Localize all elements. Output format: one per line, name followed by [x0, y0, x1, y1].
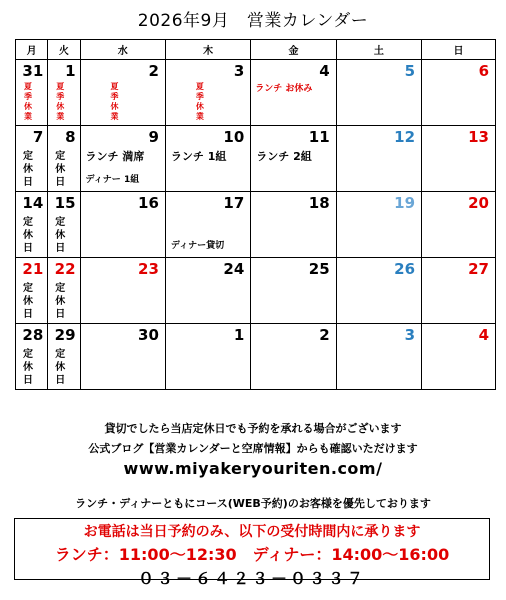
summer-holiday-label: 夏季休業: [195, 82, 204, 121]
calendar-day-cell: [422, 324, 496, 390]
day-number: 26: [394, 260, 416, 278]
day-number: 3: [233, 62, 245, 80]
calendar-day-cell: [165, 324, 250, 390]
calendar-week-row: [16, 192, 496, 258]
calendar-day-cell: [48, 192, 80, 258]
calendar-day-cell: [16, 258, 48, 324]
day-number: 5: [404, 62, 416, 80]
calendar-day-cell: [48, 60, 80, 126]
day-number: 21: [22, 260, 44, 278]
reservation-note: ランチ 1組: [170, 150, 227, 163]
day-number: 27: [468, 260, 489, 278]
day-number: 24: [223, 260, 245, 278]
weekday-header: 木: [165, 40, 250, 60]
day-number: 17: [223, 194, 245, 212]
calendar-day-cell: [80, 258, 165, 324]
calendar-day-cell: [336, 324, 421, 390]
calendar-day-cell: [16, 324, 48, 390]
summer-holiday-label: 夏季休業: [110, 82, 119, 121]
calendar-day-cell: [16, 126, 48, 192]
closed-day-label: 定休日: [23, 349, 33, 386]
day-number: 7: [32, 128, 44, 146]
calendar-day-cell: [165, 258, 250, 324]
closed-day-label: 定休日: [55, 283, 66, 320]
calendar-week-row: [16, 258, 496, 324]
weekday-header: 火: [48, 40, 80, 60]
calendar-day-cell: [336, 60, 421, 126]
day-number: 2: [148, 62, 159, 80]
day-number: 22: [54, 260, 76, 278]
day-number: 4: [319, 62, 330, 80]
day-number: 6: [478, 62, 489, 80]
day-number: 1: [233, 326, 245, 344]
summer-holiday-label: 夏季休業: [24, 82, 32, 121]
contact-phone[interactable]: ０３－６４２３－０３３７: [137, 569, 366, 588]
calendar-week-row: [16, 126, 496, 192]
calendar-day-cell: [80, 60, 165, 126]
day-number: 19: [394, 194, 416, 212]
weekday-header-row: [16, 40, 496, 60]
calendar-day-cell: [48, 258, 80, 324]
calendar-day-cell: [165, 192, 250, 258]
weekday-header: 月: [16, 40, 48, 60]
calendar-day-cell: [251, 126, 336, 192]
day-number: 25: [308, 260, 330, 278]
day-number: 1: [65, 62, 76, 80]
day-number: 15: [54, 194, 76, 212]
day-number: 20: [468, 194, 489, 212]
calendar-day-cell: [336, 126, 421, 192]
reservation-note: ディナー貸切: [170, 241, 225, 251]
info-charter-note: 貸切でしたら当店定休日でも予約を承れる場合がございます: [104, 422, 402, 435]
weekday-header: 日: [422, 40, 496, 60]
page-title: 2026年9月 営業カレンダー: [137, 11, 369, 31]
calendar-day-cell: [422, 126, 496, 192]
closed-day-label: 定休日: [55, 217, 66, 254]
reservation-note: ランチ 2組: [256, 150, 312, 163]
day-number: 30: [138, 326, 159, 344]
calendar-week-row: [16, 324, 496, 390]
calendar-day-cell: [422, 192, 496, 258]
reservation-note: ディナー 1組: [85, 175, 140, 185]
day-number: 14: [22, 194, 44, 212]
info-blog-note: 公式ブログ【営業カレンダーと空席情報】からも確認いただけます: [88, 442, 418, 455]
calendar-day-cell: [48, 126, 80, 192]
calendar-day-cell: [251, 258, 336, 324]
calendar-day-cell: [336, 258, 421, 324]
contact-box: [14, 518, 490, 588]
day-number: 9: [148, 128, 159, 146]
calendar-day-cell: [336, 192, 421, 258]
closed-day-label: 定休日: [23, 151, 33, 188]
calendar-day-cell: [251, 324, 336, 390]
weekday-header: 金: [251, 40, 336, 60]
closed-day-label: 定休日: [55, 349, 66, 386]
weekday-header: 土: [336, 40, 421, 60]
calendar-day-cell: [422, 258, 496, 324]
website-url[interactable]: www.miyakeryouriten.com/: [123, 459, 383, 478]
day-number: 23: [138, 260, 159, 278]
day-number: 10: [223, 128, 245, 146]
calendar-day-cell: [80, 192, 165, 258]
calendar-day-cell: [422, 60, 496, 126]
day-number: 3: [404, 326, 416, 344]
calendar-day-cell: [80, 324, 165, 390]
contact-note: お電話は当日予約のみ、以下の受付時間内に承ります: [83, 524, 421, 540]
calendar-day-cell: [251, 192, 336, 258]
reservation-note: ランチ 満席: [85, 150, 145, 163]
day-number: 28: [22, 326, 44, 344]
day-number: 11: [308, 128, 330, 146]
info-priority-note: ランチ・ディナーともにコース(WEB予約)のお客様を優先しております: [75, 497, 431, 510]
calendar-week-row: [16, 60, 496, 126]
summer-holiday-label: 夏季休業: [56, 82, 65, 121]
contact-hours: ランチ：11:00〜12:30 ディナー：14:00〜16:00: [54, 545, 450, 564]
day-number: 29: [54, 326, 76, 344]
calendar-day-cell: [165, 126, 250, 192]
weekday-header: 水: [80, 40, 165, 60]
reservation-note: ランチ お休み: [255, 84, 313, 94]
day-number: 16: [138, 194, 159, 212]
calendar-day-cell: [251, 60, 336, 126]
day-number: 2: [319, 326, 330, 344]
calendar-day-cell: [16, 192, 48, 258]
calendar-grid: [15, 39, 496, 390]
day-number: 4: [478, 326, 489, 344]
day-number: 8: [65, 128, 76, 146]
day-number: 18: [308, 194, 330, 212]
closed-day-label: 定休日: [23, 217, 33, 254]
calendar-day-cell: [165, 60, 250, 126]
calendar-day-cell: [80, 126, 165, 192]
day-number: 31: [22, 62, 44, 80]
calendar-day-cell: [16, 60, 48, 126]
closed-day-label: 定休日: [23, 283, 33, 320]
closed-day-label: 定休日: [55, 151, 66, 188]
day-number: 12: [394, 128, 416, 146]
calendar-day-cell: [48, 324, 80, 390]
day-number: 13: [468, 128, 489, 146]
